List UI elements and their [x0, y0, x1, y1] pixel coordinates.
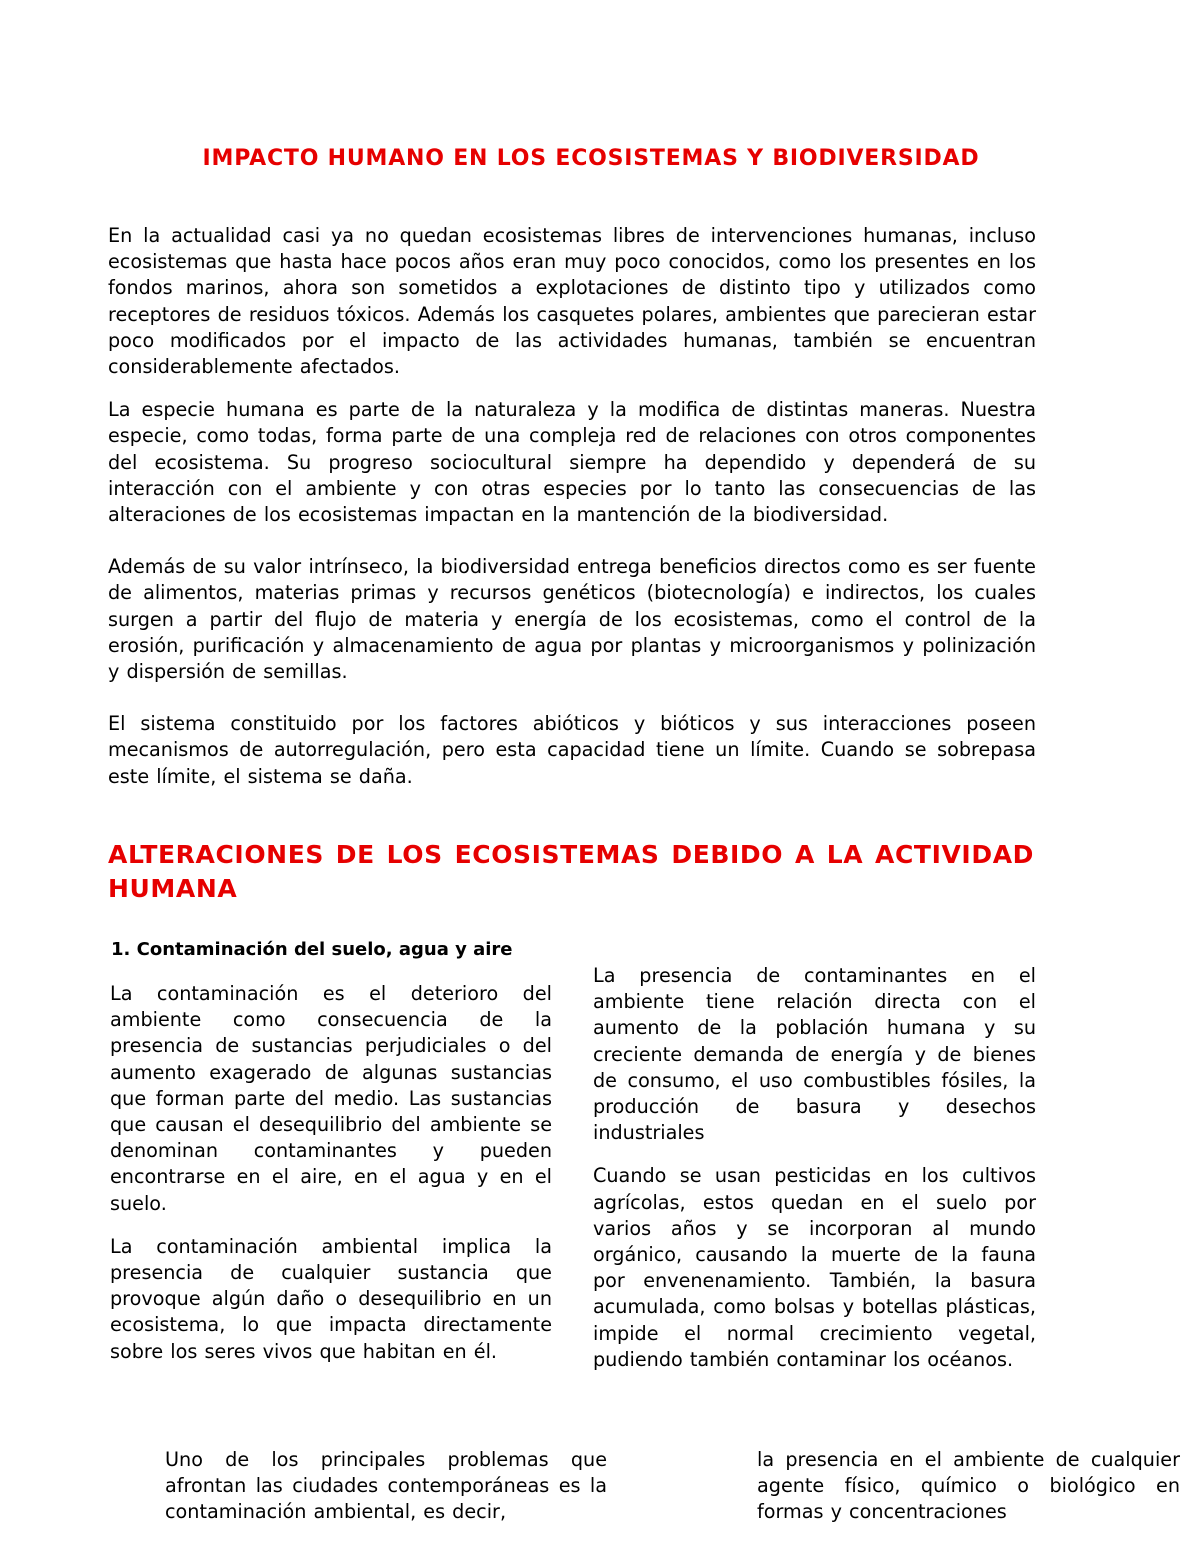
bottom-left-paragraph: Uno de los principales problemas que afrontan las ciudades contemporáneas es la contaminación ambiental, es decir, [165, 1448, 607, 1524]
intro-section [108, 223, 1036, 790]
intro-paragraph-3: Además de su valor intrínseco, la biodiversidad entrega beneficios directos como es ser fuente de alimentos, materias primas y recursos genéticos (biotecnología) e indirectos, los cuales surgen a partir del flujo de materia y energía de los ecosistemas, como el control de la erosión, purificación y almacenamiento de agua por plantas y microorganismos y polinización y dispersión de semillas. [108, 555, 1036, 684]
left-paragraph-2: La contaminación ambiental implica la presencia de cualquier sustancia que provoque algún daño o desequilibrio en un ecosistema, lo que impacta directamente sobre los seres vivos que habitan en él. [110, 1234, 552, 1363]
right-paragraph-1: La presencia de contaminantes en el ambiente tiene relación directa con el aumento de la población humana y su creciente demanda de energía y de bienes de consumo, el uso combustibles fósiles, la producción de basura y desechos industriales [593, 964, 1036, 1145]
bottom-right-paragraph: la presencia en el ambiente de cualquier agente físico, químico o biológico en formas y concentraciones [757, 1448, 1180, 1524]
intro-paragraph-4: El sistema constituido por los factores abióticos y bióticos y sus interacciones poseen mecanismos de autorregulación, pero esta capacidad tiene un límite. Cuando se sobrepasa este límite, el sistema se daña. [108, 712, 1036, 788]
left-column [110, 981, 552, 1365]
bottom-right-column [757, 1447, 1180, 1526]
subsection-title: 1. Contaminación del suelo, agua y aire [111, 939, 513, 960]
page-title: IMPACTO HUMANO EN LOS ECOSISTEMAS Y BIODIVERSIDAD [202, 146, 980, 171]
left-paragraph-1: La contaminación es el deterioro del ambiente como consecuencia de la presencia de sustancias perjudiciales o del aumento exagerado de algunas sustancias que forman parte del medio. Las sustancias que causan el desequilibrio del ambiente se denominan contaminantes y pueden encontrarse en el aire, en el agua y en el suelo. [110, 982, 552, 1215]
section-title: ALTERACIONES DE LOS ECOSISTEMAS DEBIDO A LA ACTIVIDAD HUMANA [108, 840, 1034, 903]
intro-paragraph-1: En la actualidad casi ya no quedan ecosistemas libres de intervenciones humanas, incluso ecosistemas que hasta hace pocos años eran muy poco conocidos, como los presentes en los fondos marinos, ahora son sometidos a explotaciones de distinto tipo y utilizados como receptores de residuos tóxicos. Además los casquetes polares, ambientes que parecieran estar poco modificados por el impacto de las actividades humanas, también se encuentran considerablemente afectados. [108, 224, 1036, 379]
right-column [593, 963, 1036, 1373]
right-paragraph-2: Cuando se usan pesticidas en los cultivos agrícolas, estos quedan en el suelo por varios años y se incorporan al mundo orgánico, causando la muerte de la fauna por envenenamiento. También, la basura acumulada, como bolsas y botellas plásticas, impide el normal crecimiento vegetal, pudiendo también contaminar los océanos. [593, 1164, 1036, 1371]
bottom-left-column [165, 1447, 607, 1526]
intro-paragraph-2: La especie humana es parte de la naturaleza y la modifica de distintas maneras. Nuestra especie, como todas, forma parte de una compleja red de relaciones con otros componentes del ecosistema. Su progreso sociocultural siempre ha dependido y dependerá de su interacción con el ambiente y con otras especies por lo tanto las consecuencias de las alteraciones de los ecosistemas impactan en la mantención de la biodiversidad. [108, 398, 1036, 527]
